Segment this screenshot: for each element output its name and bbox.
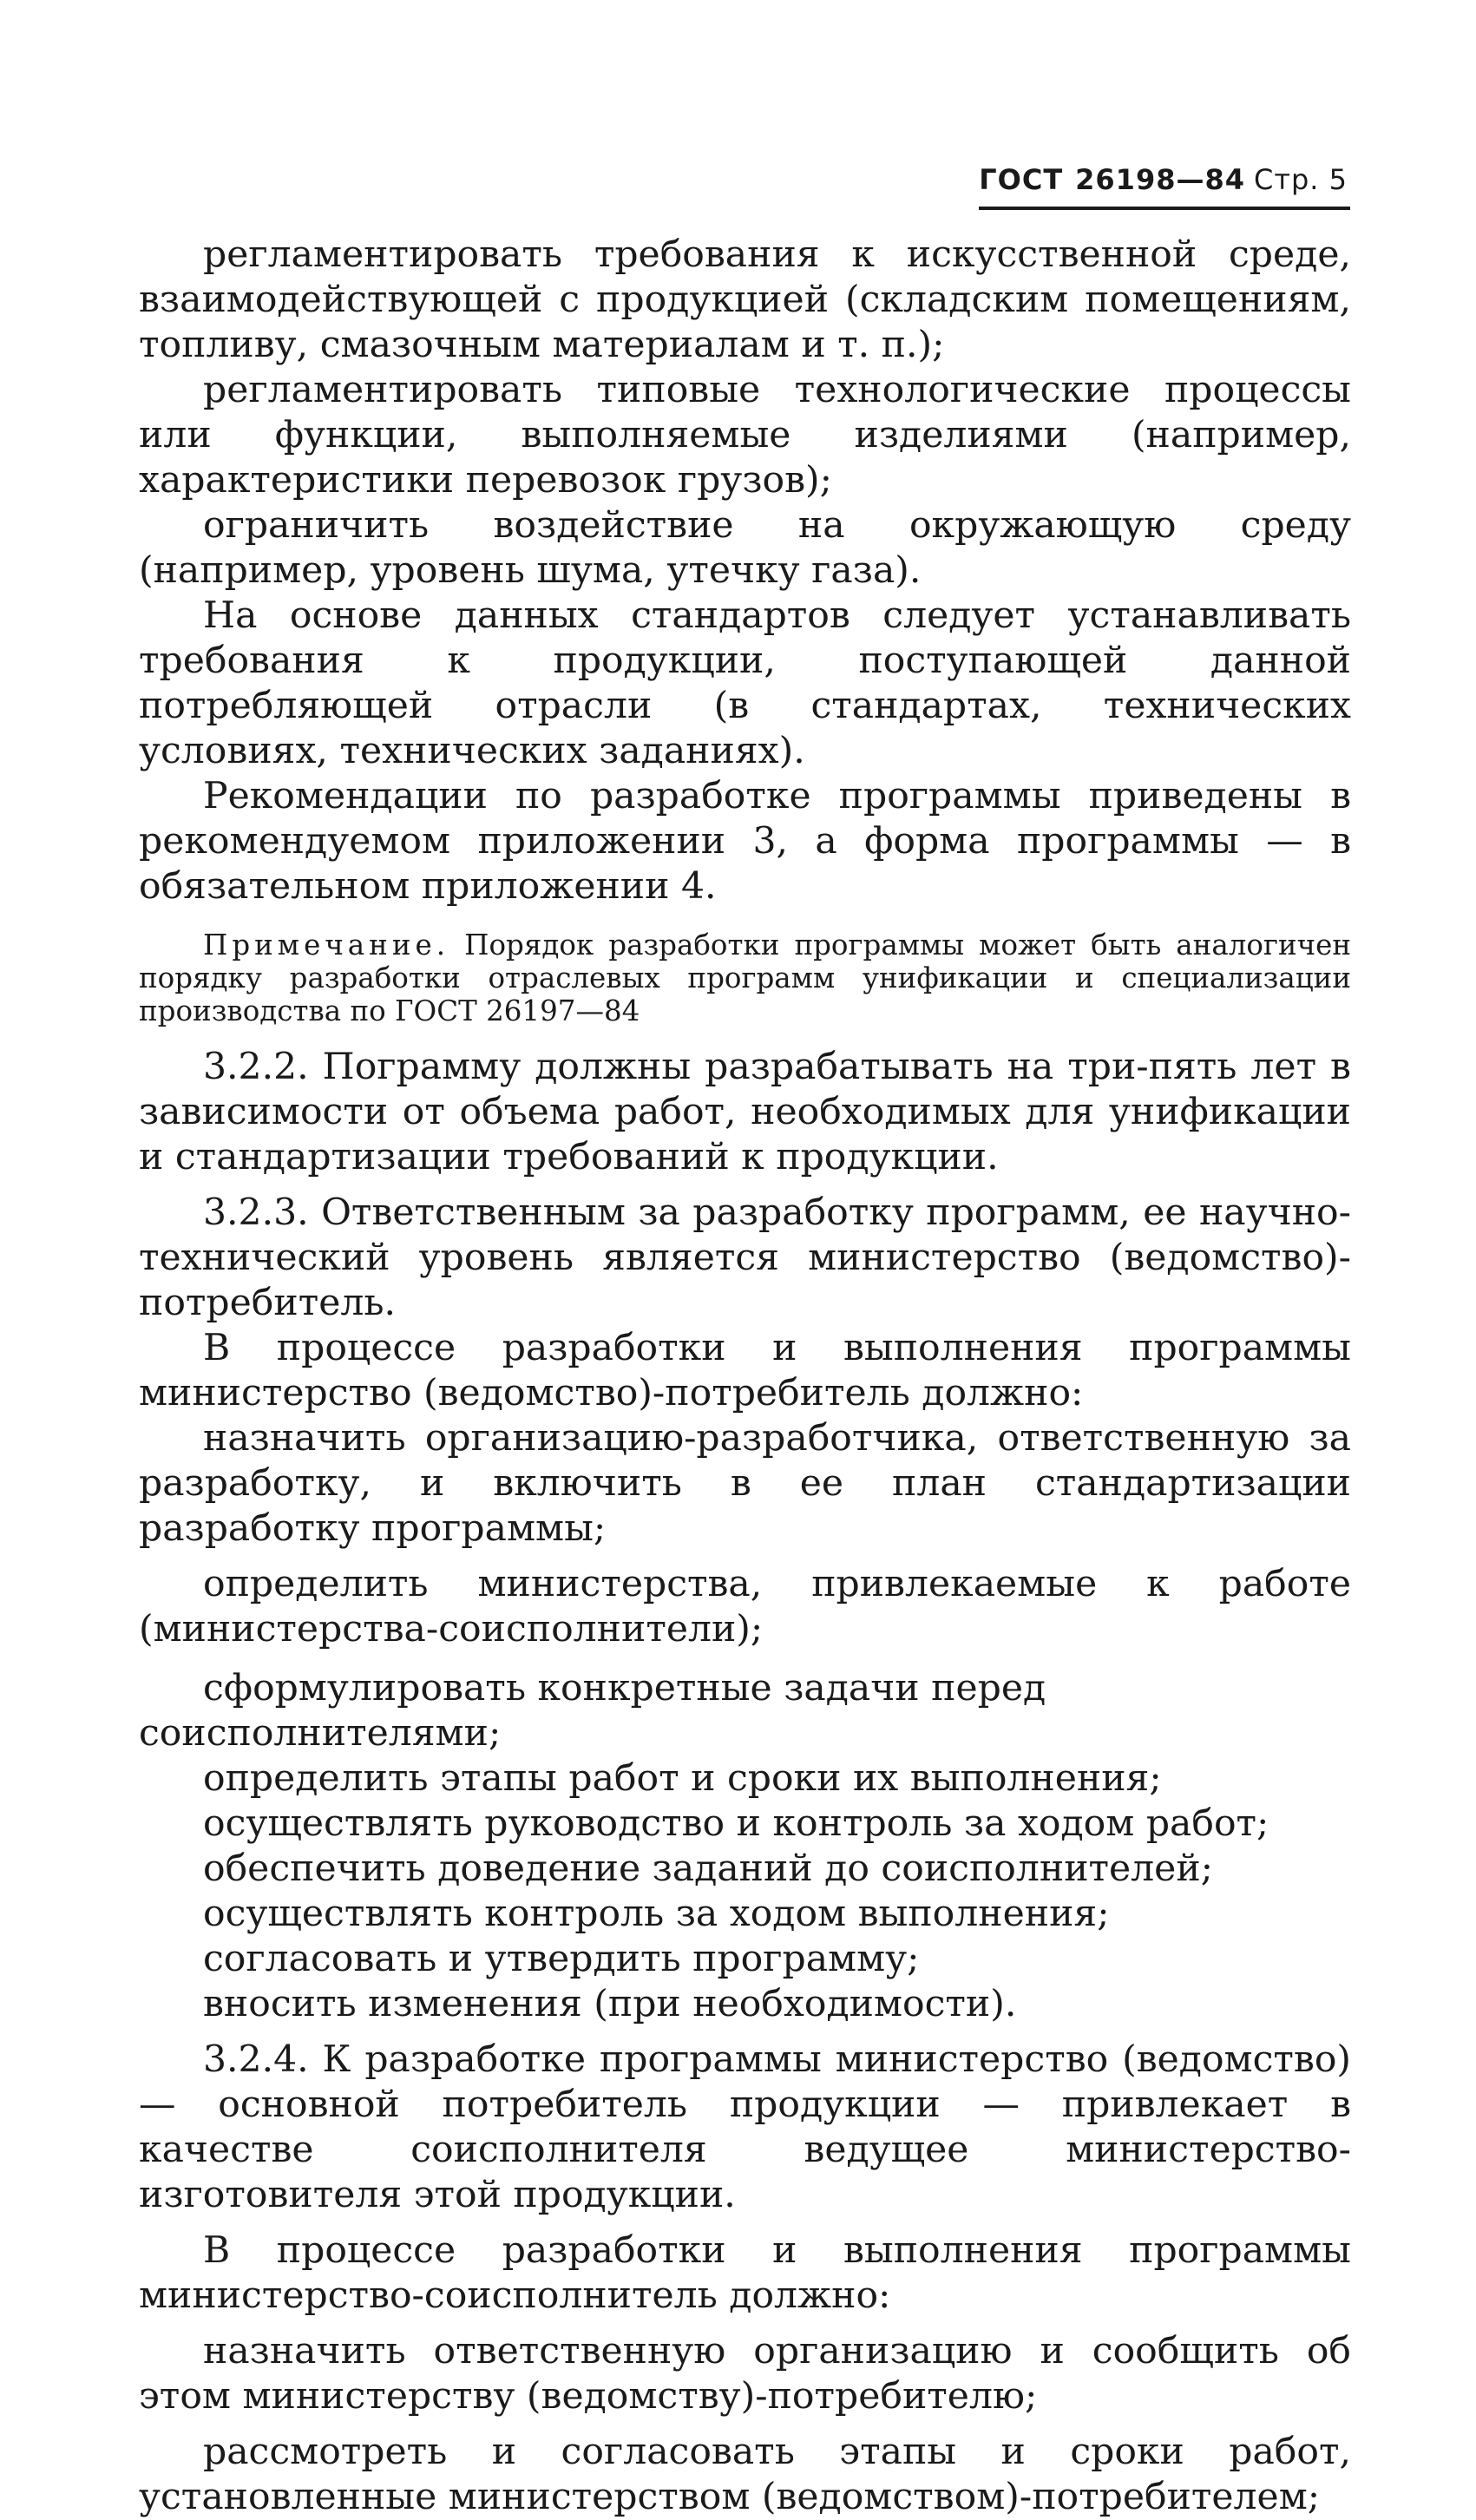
duty-item: осуществлять контроль за ходом выполнения; — [203, 1893, 1110, 1935]
section-3-2-2: 3.2.2. Пограмму должны разрабатывать на три-пять лет в зависимости от объема работ, необходимых для унификации и стандартизации требований к продукции. — [139, 1046, 1351, 1178]
page-header — [979, 163, 1348, 196]
duty-item: определить этапы работ и сроки их выполнения; — [203, 1757, 1162, 1800]
section-3-2-4: 3.2.4. К разработке программы министерство (ведомство) — основной потребитель продукции — привлекает в качестве соисполнителя ведущее министерство-изготовителя этой продукции. — [139, 2038, 1351, 2216]
duty-item: сформулировать конкретные задачи перед соисполнителями; — [139, 1667, 1046, 1755]
duty-item: согласовать и утвердить программу; — [203, 1938, 920, 1980]
section-3-2-3: 3.2.3. Ответственным за разработку программ, ее научно-технический уровень является министерство (ведомство)-потребитель. — [139, 1191, 1351, 1324]
paragraph: регламентировать типовые технологические процессы или функции, выполняемые изделиями (например, характеристики перевозок грузов); — [139, 369, 1351, 502]
duty-item: осуществлять руководство и контроль за ходом работ; — [203, 1802, 1269, 1845]
note-label: Примечание. — [203, 929, 450, 961]
note-text: Порядок разработки программы может быть аналогичен порядку разработки отраслевых программ унификации и специализации производства по ГОСТ 26197—84 — [139, 929, 1351, 1027]
duty-item: вносить изменения (при необходимости). — [203, 1983, 1017, 2025]
duty-item: рассмотреть и согласовать этапы и сроки работ, установленные министерством (ведомством)-потребителем; — [139, 2431, 1351, 2518]
paragraph: ограничить воздействие на окружающую среду (например, уровень шума, утечку газа). — [139, 504, 1351, 592]
duty-item: назначить организацию-разработчика, ответственную за разработку, и включить в ее план стандартизации разработку программы; — [139, 1417, 1351, 1550]
paragraph: На основе данных стандартов следует устанавливать требования к продукции, поступающей данной потребляющей отрасли (в стандартах, технических условиях, технических заданиях). — [139, 594, 1351, 772]
process-intro-consumer: В процессе разработки и выполнения программы министерство (ведомство)-потребитель должно: — [139, 1327, 1351, 1414]
paragraph: регламентировать требования к искусственной среде, взаимодействующей с продукцией (складским помещениям, топливу, смазочным материалам и т. п.); — [139, 233, 1351, 366]
duty-list — [139, 1666, 1351, 2027]
body-text — [139, 233, 1351, 2520]
header-gost: ГОСТ — [979, 163, 1064, 196]
header-page-number: Стр. 5 — [1254, 163, 1348, 196]
process-intro-coexecutor: В процессе разработки и выполнения программы министерство-соисполнитель должно: — [139, 2229, 1351, 2317]
duty-item: определить министерства, привлекаемые к работе (министерства-соисполнители); — [139, 1563, 1351, 1650]
duty-item: обеспечить доведение заданий до соисполнителей; — [203, 1847, 1213, 1890]
note — [139, 929, 1351, 1027]
duty-item: назначить ответственную организацию и сообщить об этом министерству (ведомству)-потребителю; — [139, 2330, 1351, 2418]
header-standard-number: 26198—84 — [1075, 163, 1245, 196]
paragraph: Рекомендации по разработке программы приведены в рекомендуемом приложении 3, а форма программы — в обязательном приложении 4. — [139, 775, 1351, 908]
header-rule — [979, 207, 1350, 210]
